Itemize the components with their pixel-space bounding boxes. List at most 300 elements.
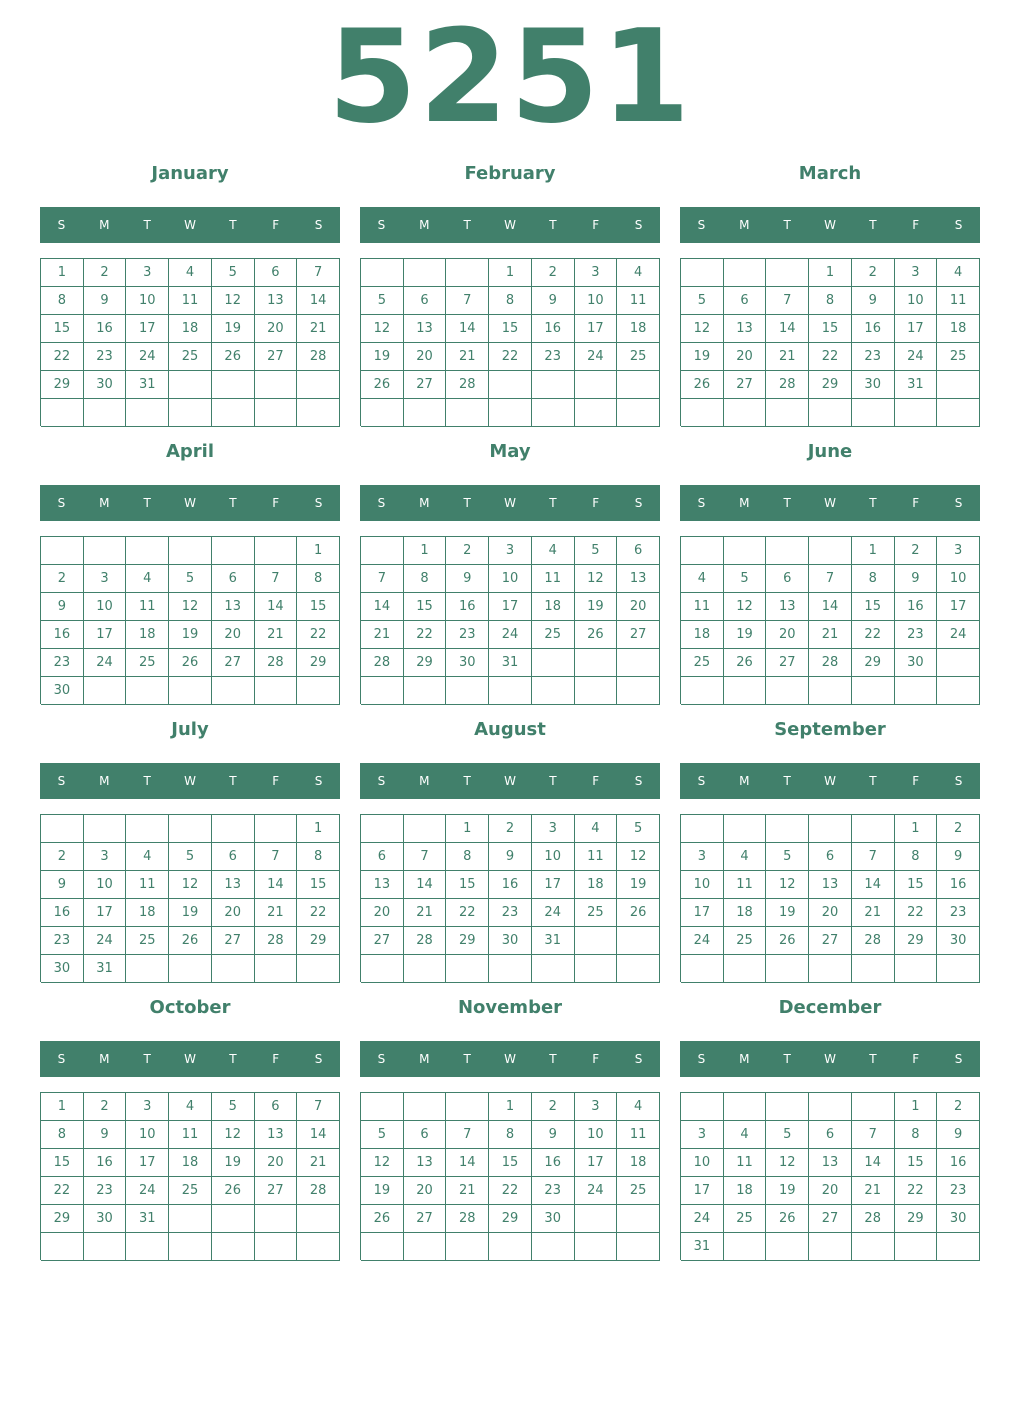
- empty-day-cell: [617, 927, 660, 955]
- day-cell: 6: [724, 287, 767, 315]
- weekday-header: [680, 207, 980, 243]
- day-cell: 22: [41, 343, 84, 371]
- day-cell: 26: [212, 1177, 255, 1205]
- weekday-label: F: [592, 774, 600, 788]
- empty-day-cell: [297, 1233, 340, 1261]
- weekday-label: S: [314, 774, 323, 788]
- day-cell: 5: [766, 843, 809, 871]
- empty-day-cell: [404, 1233, 447, 1261]
- day-cell: 28: [255, 649, 298, 677]
- day-cell: 21: [361, 621, 404, 649]
- day-cell: 12: [681, 315, 724, 343]
- empty-day-cell: [809, 955, 852, 983]
- day-cell: 20: [617, 593, 660, 621]
- day-cell: 24: [575, 1177, 618, 1205]
- month-name: April: [165, 441, 215, 462]
- day-cell: 1: [895, 815, 938, 843]
- day-cell: 28: [446, 1205, 489, 1233]
- empty-day-cell: [361, 1233, 404, 1261]
- empty-day-cell: [212, 371, 255, 399]
- day-cell: 27: [212, 649, 255, 677]
- day-cell: 30: [446, 649, 489, 677]
- day-cell: 17: [575, 315, 618, 343]
- day-cell: 25: [126, 927, 169, 955]
- day-cell: 14: [297, 1121, 340, 1149]
- day-cell: 10: [575, 287, 618, 315]
- day-cell: 16: [41, 899, 84, 927]
- day-cell: 29: [895, 927, 938, 955]
- day-cell: 31: [895, 371, 938, 399]
- empty-day-cell: [681, 399, 724, 427]
- day-cell: 11: [724, 1149, 767, 1177]
- weekday-label: T: [463, 218, 471, 232]
- weekday-label: W: [824, 496, 836, 510]
- day-cell: 1: [895, 1093, 938, 1121]
- day-cell: 29: [41, 1205, 84, 1233]
- day-cell: 13: [255, 287, 298, 315]
- day-cell: 11: [532, 565, 575, 593]
- day-cell: 10: [532, 843, 575, 871]
- empty-day-cell: [126, 537, 169, 565]
- day-cell: 3: [532, 815, 575, 843]
- day-cell: 8: [41, 287, 84, 315]
- day-cell: 3: [489, 537, 532, 565]
- empty-day-cell: [575, 399, 618, 427]
- weekday-label: M: [419, 218, 430, 232]
- weekday-label: M: [99, 496, 110, 510]
- day-cell: 4: [681, 565, 724, 593]
- empty-day-cell: [489, 955, 532, 983]
- day-cell: 27: [255, 343, 298, 371]
- weekday-label: S: [57, 774, 66, 788]
- day-cell: 11: [126, 593, 169, 621]
- empty-day-cell: [404, 815, 447, 843]
- day-cell: 27: [766, 649, 809, 677]
- empty-day-cell: [809, 815, 852, 843]
- empty-day-cell: [681, 955, 724, 983]
- empty-day-cell: [255, 371, 298, 399]
- empty-day-cell: [724, 537, 767, 565]
- day-cell: 8: [446, 843, 489, 871]
- weekday-label: S: [697, 218, 706, 232]
- day-grid: [40, 1092, 340, 1260]
- day-cell: 14: [404, 871, 447, 899]
- month-name: May: [489, 441, 531, 462]
- day-cell: 17: [681, 1177, 724, 1205]
- weekday-header: [360, 763, 660, 799]
- day-cell: 7: [361, 565, 404, 593]
- day-cell: 12: [212, 287, 255, 315]
- empty-day-cell: [297, 399, 340, 427]
- empty-day-cell: [212, 955, 255, 983]
- empty-day-cell: [724, 399, 767, 427]
- day-cell: 15: [404, 593, 447, 621]
- empty-day-cell: [575, 371, 618, 399]
- day-cell: 3: [575, 259, 618, 287]
- empty-day-cell: [489, 371, 532, 399]
- day-cell: 10: [84, 593, 127, 621]
- empty-day-cell: [852, 955, 895, 983]
- empty-day-cell: [895, 677, 938, 705]
- day-cell: 6: [404, 287, 447, 315]
- empty-day-cell: [809, 537, 852, 565]
- day-cell: 7: [446, 287, 489, 315]
- day-cell: 8: [489, 1121, 532, 1149]
- empty-day-cell: [724, 955, 767, 983]
- day-cell: 11: [126, 871, 169, 899]
- weekday-label: T: [229, 496, 237, 510]
- empty-day-cell: [84, 537, 127, 565]
- day-cell: 6: [809, 843, 852, 871]
- weekday-label: S: [57, 496, 66, 510]
- empty-day-cell: [489, 1233, 532, 1261]
- weekday-label: M: [739, 218, 750, 232]
- empty-day-cell: [404, 399, 447, 427]
- empty-day-cell: [255, 1205, 298, 1233]
- empty-day-cell: [361, 537, 404, 565]
- empty-day-cell: [361, 677, 404, 705]
- day-cell: 20: [809, 1177, 852, 1205]
- empty-day-cell: [852, 1093, 895, 1121]
- empty-day-cell: [681, 815, 724, 843]
- day-cell: 14: [361, 593, 404, 621]
- weekday-label: S: [697, 1052, 706, 1066]
- weekday-label: W: [824, 1052, 836, 1066]
- weekday-label: F: [912, 496, 920, 510]
- empty-day-cell: [446, 259, 489, 287]
- empty-day-cell: [361, 1093, 404, 1121]
- day-cell: 29: [404, 649, 447, 677]
- day-cell: 4: [169, 259, 212, 287]
- weekday-label: T: [229, 218, 237, 232]
- day-cell: 12: [361, 1149, 404, 1177]
- day-cell: 5: [617, 815, 660, 843]
- weekday-label: S: [377, 774, 386, 788]
- day-grid: [40, 536, 340, 704]
- weekday-label: F: [272, 1052, 280, 1066]
- weekday-label: S: [377, 218, 386, 232]
- day-cell: 30: [937, 927, 980, 955]
- day-cell: 23: [937, 1177, 980, 1205]
- empty-day-cell: [895, 1233, 938, 1261]
- weekday-label: W: [504, 218, 516, 232]
- day-cell: 20: [212, 621, 255, 649]
- day-cell: 28: [255, 927, 298, 955]
- empty-day-cell: [724, 259, 767, 287]
- weekday-header: [360, 207, 660, 243]
- day-cell: 16: [532, 1149, 575, 1177]
- empty-day-cell: [169, 1205, 212, 1233]
- day-cell: 21: [852, 899, 895, 927]
- weekday-header: [680, 763, 980, 799]
- day-grid: [360, 814, 660, 982]
- day-cell: 22: [41, 1177, 84, 1205]
- day-cell: 25: [724, 927, 767, 955]
- day-cell: 14: [297, 287, 340, 315]
- day-cell: 8: [41, 1121, 84, 1149]
- day-cell: 9: [446, 565, 489, 593]
- empty-day-cell: [297, 1205, 340, 1233]
- month-name: June: [807, 441, 853, 462]
- day-cell: 23: [532, 343, 575, 371]
- empty-day-cell: [212, 815, 255, 843]
- day-cell: 7: [852, 843, 895, 871]
- day-cell: 13: [724, 315, 767, 343]
- day-grid: [40, 814, 340, 982]
- weekday-label: T: [869, 774, 877, 788]
- day-cell: 27: [404, 371, 447, 399]
- day-cell: 4: [724, 843, 767, 871]
- empty-day-cell: [724, 677, 767, 705]
- day-cell: 25: [617, 1177, 660, 1205]
- day-cell: 31: [126, 371, 169, 399]
- day-cell: 1: [809, 259, 852, 287]
- weekday-label: T: [143, 774, 151, 788]
- day-grid: [360, 258, 660, 426]
- day-cell: 6: [361, 843, 404, 871]
- day-cell: 21: [852, 1177, 895, 1205]
- day-cell: 26: [766, 927, 809, 955]
- month-name: October: [149, 997, 231, 1018]
- weekday-label: W: [184, 496, 196, 510]
- empty-day-cell: [852, 677, 895, 705]
- day-cell: 18: [617, 315, 660, 343]
- day-cell: 24: [532, 899, 575, 927]
- empty-day-cell: [361, 399, 404, 427]
- empty-day-cell: [617, 955, 660, 983]
- weekday-label: S: [954, 496, 963, 510]
- day-cell: 19: [766, 899, 809, 927]
- day-cell: 31: [126, 1205, 169, 1233]
- empty-day-cell: [937, 1233, 980, 1261]
- day-cell: 23: [532, 1177, 575, 1205]
- day-cell: 24: [681, 1205, 724, 1233]
- day-cell: 29: [297, 649, 340, 677]
- day-cell: 8: [895, 1121, 938, 1149]
- day-cell: 19: [212, 1149, 255, 1177]
- day-cell: 27: [809, 927, 852, 955]
- weekday-header: [680, 1041, 980, 1077]
- weekday-label: W: [824, 218, 836, 232]
- day-cell: 7: [255, 843, 298, 871]
- day-cell: 15: [809, 315, 852, 343]
- day-cell: 21: [297, 315, 340, 343]
- day-cell: 29: [895, 1205, 938, 1233]
- empty-day-cell: [255, 537, 298, 565]
- weekday-label: F: [912, 218, 920, 232]
- weekday-label: S: [954, 1052, 963, 1066]
- empty-day-cell: [766, 259, 809, 287]
- empty-day-cell: [575, 927, 618, 955]
- weekday-label: M: [419, 774, 430, 788]
- day-cell: 19: [766, 1177, 809, 1205]
- day-cell: 28: [852, 1205, 895, 1233]
- day-cell: 7: [766, 287, 809, 315]
- empty-day-cell: [255, 677, 298, 705]
- day-cell: 16: [489, 871, 532, 899]
- weekday-label: M: [419, 496, 430, 510]
- day-cell: 25: [681, 649, 724, 677]
- day-cell: 21: [297, 1149, 340, 1177]
- empty-day-cell: [724, 815, 767, 843]
- empty-day-cell: [126, 677, 169, 705]
- weekday-label: W: [824, 774, 836, 788]
- empty-day-cell: [212, 1205, 255, 1233]
- weekday-label: S: [954, 774, 963, 788]
- day-cell: 18: [575, 871, 618, 899]
- day-cell: 1: [489, 259, 532, 287]
- day-cell: 16: [532, 315, 575, 343]
- day-cell: 19: [724, 621, 767, 649]
- weekday-label: T: [783, 496, 791, 510]
- weekday-label: M: [739, 496, 750, 510]
- weekday-label: T: [549, 774, 557, 788]
- day-cell: 14: [446, 1149, 489, 1177]
- weekday-label: M: [419, 1052, 430, 1066]
- weekday-label: S: [57, 1052, 66, 1066]
- day-cell: 25: [575, 899, 618, 927]
- empty-day-cell: [489, 399, 532, 427]
- day-cell: 2: [84, 259, 127, 287]
- day-cell: 8: [489, 287, 532, 315]
- day-cell: 28: [297, 343, 340, 371]
- day-cell: 5: [724, 565, 767, 593]
- empty-day-cell: [361, 955, 404, 983]
- day-cell: 19: [169, 621, 212, 649]
- day-cell: 13: [212, 593, 255, 621]
- day-cell: 17: [895, 315, 938, 343]
- day-cell: 22: [809, 343, 852, 371]
- day-cell: 20: [255, 315, 298, 343]
- weekday-label: M: [99, 774, 110, 788]
- weekday-label: T: [783, 218, 791, 232]
- day-cell: 28: [852, 927, 895, 955]
- weekday-header: [40, 485, 340, 521]
- day-cell: 4: [169, 1093, 212, 1121]
- weekday-label: F: [912, 1052, 920, 1066]
- day-cell: 23: [84, 1177, 127, 1205]
- empty-day-cell: [724, 1093, 767, 1121]
- day-cell: 12: [169, 871, 212, 899]
- day-cell: 1: [852, 537, 895, 565]
- day-cell: 17: [126, 1149, 169, 1177]
- day-cell: 20: [404, 343, 447, 371]
- day-cell: 30: [41, 677, 84, 705]
- weekday-label: T: [783, 774, 791, 788]
- empty-day-cell: [169, 815, 212, 843]
- day-cell: 12: [617, 843, 660, 871]
- weekday-label: F: [912, 774, 920, 788]
- day-cell: 17: [126, 315, 169, 343]
- day-cell: 2: [41, 843, 84, 871]
- weekday-label: S: [377, 496, 386, 510]
- day-cell: 29: [852, 649, 895, 677]
- month-name: August: [474, 719, 546, 740]
- day-cell: 22: [297, 899, 340, 927]
- empty-day-cell: [84, 815, 127, 843]
- day-cell: 22: [297, 621, 340, 649]
- weekday-label: W: [504, 774, 516, 788]
- day-cell: 22: [404, 621, 447, 649]
- day-cell: 9: [895, 565, 938, 593]
- day-cell: 9: [937, 843, 980, 871]
- day-cell: 15: [41, 315, 84, 343]
- empty-day-cell: [617, 371, 660, 399]
- day-cell: 16: [937, 871, 980, 899]
- day-grid: [40, 258, 340, 426]
- day-cell: 5: [169, 565, 212, 593]
- day-cell: 6: [809, 1121, 852, 1149]
- day-cell: 11: [169, 287, 212, 315]
- day-cell: 10: [84, 871, 127, 899]
- day-cell: 9: [532, 1121, 575, 1149]
- weekday-header: [680, 485, 980, 521]
- empty-day-cell: [937, 649, 980, 677]
- day-cell: 23: [895, 621, 938, 649]
- empty-day-cell: [169, 1233, 212, 1261]
- day-cell: 7: [255, 565, 298, 593]
- empty-day-cell: [617, 649, 660, 677]
- day-cell: 1: [404, 537, 447, 565]
- empty-day-cell: [84, 399, 127, 427]
- day-cell: 10: [681, 871, 724, 899]
- day-cell: 31: [681, 1233, 724, 1261]
- empty-day-cell: [446, 1233, 489, 1261]
- empty-day-cell: [766, 815, 809, 843]
- empty-day-cell: [575, 1205, 618, 1233]
- day-grid: [680, 814, 980, 982]
- weekday-label: W: [184, 1052, 196, 1066]
- weekday-label: S: [697, 496, 706, 510]
- day-cell: 21: [255, 621, 298, 649]
- day-grid: [680, 536, 980, 704]
- empty-day-cell: [937, 955, 980, 983]
- day-cell: 18: [681, 621, 724, 649]
- day-cell: 25: [617, 343, 660, 371]
- day-cell: 22: [489, 1177, 532, 1205]
- day-grid: [680, 258, 980, 426]
- empty-day-cell: [169, 371, 212, 399]
- day-cell: 27: [617, 621, 660, 649]
- day-cell: 21: [255, 899, 298, 927]
- day-cell: 20: [255, 1149, 298, 1177]
- weekday-label: F: [272, 774, 280, 788]
- day-cell: 12: [575, 565, 618, 593]
- day-cell: 4: [126, 843, 169, 871]
- weekday-header: [40, 207, 340, 243]
- empty-day-cell: [41, 1233, 84, 1261]
- empty-day-cell: [532, 677, 575, 705]
- day-cell: 16: [84, 1149, 127, 1177]
- day-cell: 9: [84, 287, 127, 315]
- day-cell: 17: [575, 1149, 618, 1177]
- day-cell: 17: [937, 593, 980, 621]
- day-cell: 19: [212, 315, 255, 343]
- weekday-label: S: [634, 1052, 643, 1066]
- month-name: February: [464, 163, 556, 184]
- day-cell: 25: [126, 649, 169, 677]
- empty-day-cell: [361, 815, 404, 843]
- day-cell: 18: [169, 315, 212, 343]
- day-cell: 23: [84, 343, 127, 371]
- day-cell: 9: [84, 1121, 127, 1149]
- weekday-header: [40, 1041, 340, 1077]
- day-cell: 10: [489, 565, 532, 593]
- day-cell: 5: [681, 287, 724, 315]
- day-grid: [360, 536, 660, 704]
- day-cell: 1: [489, 1093, 532, 1121]
- weekday-label: T: [463, 774, 471, 788]
